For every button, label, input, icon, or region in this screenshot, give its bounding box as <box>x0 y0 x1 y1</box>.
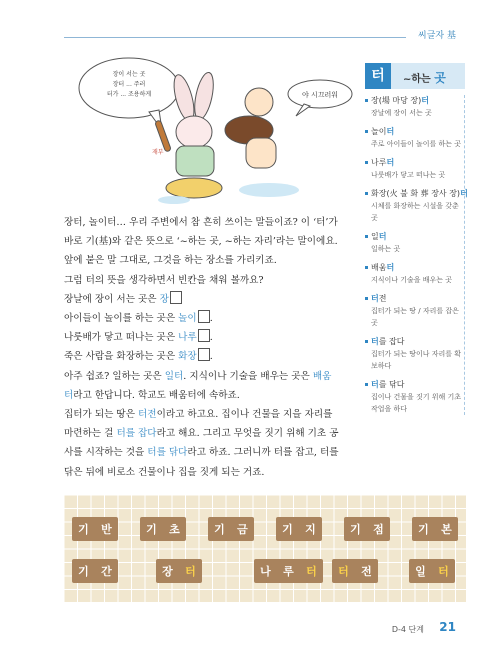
sidebar-item <box>365 95 462 119</box>
highlight-word: 터전 <box>138 409 157 421</box>
word-tile <box>156 559 202 583</box>
body-line <box>64 443 350 462</box>
section-hanja: 基 <box>446 31 456 41</box>
word-tile <box>208 517 254 541</box>
body-text-run: . <box>209 332 213 344</box>
body-text-run: 사를 시작하는 것을 <box>64 447 148 459</box>
sidebar-meaning: ~하는 곳 <box>403 71 446 85</box>
body-line <box>64 386 350 405</box>
body-line <box>64 271 350 290</box>
sidebar-definition: 시체를 화장하는 시설을 갖춘 곳 <box>371 202 459 222</box>
section-label-text: 씨글자 <box>418 31 445 41</box>
word-board <box>64 495 466 602</box>
tile-char: 기 <box>78 523 89 536</box>
baby-bubble-text: 야 시끄러워 <box>301 91 339 99</box>
body-text-run: 장날에 장이 서는 곳은 <box>64 293 160 305</box>
answer-blank[interactable] <box>198 310 210 323</box>
sidebar-word: 나루터 <box>365 157 462 169</box>
body-text-run: 죽은 사람을 화장하는 곳은 <box>64 351 179 363</box>
body-text-run: . <box>209 313 213 325</box>
tile-char: 전 <box>361 565 372 578</box>
tile-char: 기 <box>350 523 361 536</box>
sidebar-item <box>365 157 462 181</box>
tile-char: 기 <box>282 523 293 536</box>
highlight-word: 나루 <box>178 332 197 344</box>
sidebar-item <box>365 379 462 415</box>
rabbit-bubble-text: 장이 서는 곳 <box>112 71 146 78</box>
tile-char: 초 <box>169 523 180 536</box>
board-grid <box>64 495 466 602</box>
sidebar-definition: 집이나 건물을 짓기 위해 기초 작업을 하다 <box>371 393 462 413</box>
body-text-run: 집터가 되는 땅은 <box>64 409 139 421</box>
sidebar-word: 배움터 <box>365 262 462 274</box>
tile-char: 기 <box>214 523 225 536</box>
sidebar-char: 터 <box>365 63 391 89</box>
sidebar-item <box>365 262 462 286</box>
word-tile <box>254 559 323 583</box>
body-text-run: 라고 하죠. 그러니까 터를 잡고, 터를 <box>187 447 339 459</box>
body-text-run: 앞에 붙은 말 그대로, 그것을 하는 장소를 가리키죠. <box>64 255 277 267</box>
tile-char: 장 <box>162 565 173 578</box>
tile-char: 기 <box>78 565 89 578</box>
body-line <box>64 424 350 443</box>
body-line <box>64 213 350 232</box>
tile-char: 간 <box>101 565 112 578</box>
sidebar-word: 일터 <box>365 231 462 243</box>
highlight-word: 화장 <box>178 351 197 363</box>
body-text-run: 그럼 터의 뜻을 생각하면서 빈칸을 채워 볼까요? <box>64 274 264 286</box>
answer-blank[interactable] <box>170 291 182 304</box>
tile-char: 반 <box>101 523 112 536</box>
body-text-run: 이라고 하고요. 집이나 건물을 지을 자리를 <box>156 409 333 421</box>
body-line <box>64 251 350 270</box>
sidebar-word: 터를 잡다 <box>365 336 462 348</box>
sidebar-item <box>365 188 468 224</box>
body-line <box>64 405 350 424</box>
section-label <box>418 28 456 41</box>
highlight-word: 장 <box>159 293 169 305</box>
word-tile <box>72 517 118 541</box>
body-text-run: . 지식이나 기술을 배우는 곳은 <box>183 370 313 382</box>
tile-char: 일 <box>415 565 426 578</box>
tile-char: 루 <box>283 565 294 578</box>
tile-char: 본 <box>441 523 452 536</box>
sidebar-definition: 지식이나 기술을 배우는 곳 <box>371 276 453 284</box>
tile-char: 터 <box>338 565 349 578</box>
tile-char: 지 <box>305 523 316 536</box>
sidebar-definition: 주로 아이들이 놀이를 하는 곳 <box>371 140 462 148</box>
body-text-run: 아주 쉽죠? 일하는 곳은 <box>64 370 165 382</box>
sidebar-item <box>365 231 462 255</box>
body-text-run: 마련하는 걸 <box>64 428 117 440</box>
sidebar-definition: 나룻배가 닿고 떠나는 곳 <box>371 171 446 179</box>
sidebar-item <box>365 293 462 329</box>
tile-char: 터 <box>306 565 317 578</box>
word-tile <box>409 559 455 583</box>
body-line <box>64 290 350 309</box>
sidebar-word-list <box>365 95 468 415</box>
body-text-run: 나룻배가 닿고 떠나는 곳은 <box>64 332 179 344</box>
tile-char: 금 <box>237 523 248 536</box>
tile-char: 기 <box>146 523 157 536</box>
highlight-word: 터를 잡다 <box>116 428 157 440</box>
sidebar-definition: 집터가 되는 땅 / 자리를 잡은 곳 <box>371 307 459 327</box>
tile-char: 터 <box>438 565 449 578</box>
sidebar-word: 터를 닦다 <box>365 379 462 391</box>
svg-text:재부: 재부 <box>152 149 164 156</box>
body-line <box>64 309 350 328</box>
answer-blank[interactable] <box>198 348 210 361</box>
answer-blank[interactable] <box>198 329 210 342</box>
sidebar-item <box>365 126 462 150</box>
body-text-run: 닦은 뒤에 비로소 건물이나 집을 짓게 되는 거죠. <box>64 466 265 478</box>
body-line <box>64 328 350 347</box>
body-line <box>64 347 350 366</box>
body-text-run: 라고 해요. 그리고 무엇을 짓기 위해 기초 공 <box>156 428 339 440</box>
page-number: 21 <box>439 620 456 634</box>
word-tile <box>412 517 458 541</box>
highlight-word: 일터 <box>164 370 184 382</box>
highlight-word: 터 <box>64 389 74 401</box>
body-text-run: . <box>209 351 213 363</box>
sidebar-definition: 집터가 되는 땅이나 자리를 확보하다 <box>371 350 462 370</box>
body-text-run: 바로 기(基)와 같은 뜻으로 ‘~하는 곳, ~하는 자리’라는 말이에요. <box>64 236 338 248</box>
word-sidebar <box>365 63 468 422</box>
word-tile <box>72 559 118 583</box>
word-tile <box>140 517 186 541</box>
sidebar-item <box>365 336 462 372</box>
body-text-run: 아이들이 놀이를 하는 곳은 <box>64 313 179 325</box>
body-text <box>64 213 350 482</box>
level-label: D-4 단계 <box>391 625 424 634</box>
sidebar-header <box>365 63 465 89</box>
sidebar-definition: 일하는 곳 <box>371 245 401 253</box>
sidebar-word: 놀이터 <box>365 126 462 138</box>
header-rule <box>64 37 406 38</box>
highlight-word: 놀이 <box>178 313 197 325</box>
highlight-word: 터를 닦다 <box>147 447 188 459</box>
tile-char: 점 <box>373 523 384 536</box>
body-line <box>64 232 350 251</box>
body-line <box>64 367 350 386</box>
illustration <box>64 50 354 208</box>
sidebar-word: 장(場 마당 장)터 <box>365 95 462 107</box>
tile-char: 터 <box>185 565 196 578</box>
word-tile <box>344 517 390 541</box>
svg-text:터가 ... 조용하게: 터가 ... 조용하게 <box>106 91 152 98</box>
word-tile <box>276 517 322 541</box>
tile-char: 나 <box>260 565 271 578</box>
svg-text:장터 ... 주러: 장터 ... 주러 <box>112 81 146 88</box>
sidebar-definition: 장날에 장이 서는 곳 <box>371 109 432 117</box>
body-text-run: 장터, 놀이터… 우리 주변에서 참 흔히 쓰이는 말들이죠? 이 ‘터’가 <box>64 217 338 228</box>
word-tile <box>332 559 378 583</box>
body-text-run: 라고 한답니다. 학교도 배움터에 속하죠. <box>73 389 240 401</box>
sidebar-word: 터전 <box>365 293 462 305</box>
sidebar-word: 화장(火 불 화 葬 장사 장)터 <box>365 188 462 200</box>
highlight-word: 배움 <box>312 370 332 382</box>
tile-char: 기 <box>418 523 429 536</box>
body-line <box>64 463 350 482</box>
